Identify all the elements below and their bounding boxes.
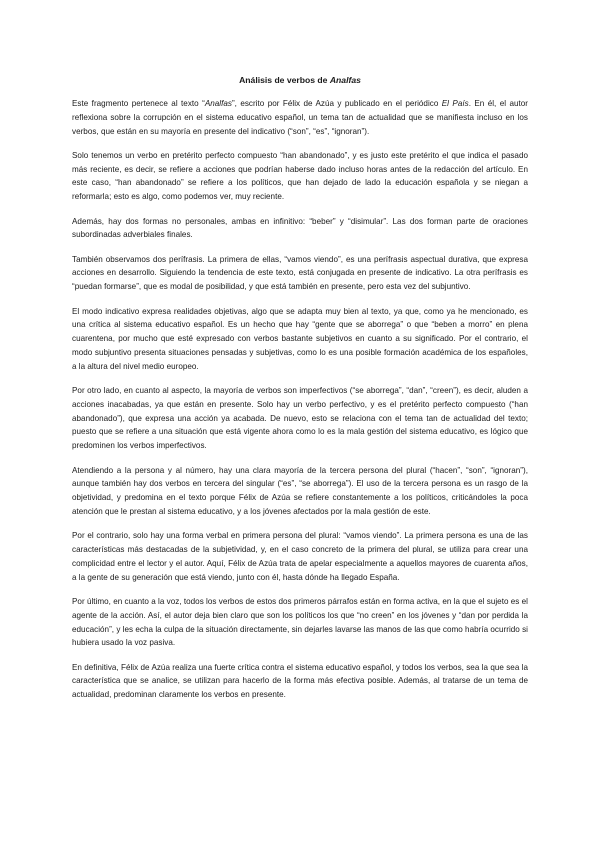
paragraph-text: Además, hay dos formas no personales, ambas en infinitivo: “beber” y “disimular”. Las dos forman parte de oraciones subordinadas adverbiales finales.: [72, 216, 528, 240]
paragraph-text: ”, escrito por Félix de Azúa y publicado en el periódico: [231, 99, 442, 108]
paragraph-text: El modo indicativo expresa realidades objetivas, algo que se adapta muy bien al texto, ya que, como ya he mencionado, es una crítica al sistema educativo español. Es un hecho que hay “gente que se aborrega” o que “beben a morro” en plena cuarentena, por mucho que esté expresado con verbos bastante subjetivos en cuanto a su significado. Por el contrario, el modo subjuntivo presenta situaciones pensadas y subjetivas, como lo es una posible formación académica de los españoles, a la altura del nivel medio europeo.: [72, 306, 528, 371]
paragraph-italic-text: Analfas: [204, 99, 232, 108]
title-prefix: Análisis de verbos de: [239, 75, 330, 85]
document-body: [72, 97, 528, 702]
paragraph: [72, 305, 528, 374]
document-title: [72, 74, 528, 86]
paragraph: [72, 595, 528, 650]
paragraph-italic-text: El País: [441, 99, 469, 108]
paragraph-text: Por otro lado, en cuanto al aspecto, la mayoría de verbos son imperfectivos (“se aborrega”, “dan”, “creen”), es decir, aluden a acciones inacabadas, ya que están en presente. Solo hay un verbo perfectivo, y es el pretérito perfecto compuesto (“han abandonado”), que expresa una acción ya acabada. De nuevo, esto se relaciona con el tema tan de actualidad del texto; puesto que se refiere a una situación que está vigente ahora como lo es la mala gestión del sistema educativo, es lógico que predominen los verbos imperfectivos.: [72, 386, 528, 451]
paragraph: [72, 529, 528, 584]
paragraph-text: Por último, en cuanto a la voz, todos los verbos de estos dos primeros párrafos están en forma activa, en la que el sujeto es el agente de la acción. Así, el autor deja bien claro que son los políticos los que “no creen” en los jóvenes y “dan por perdida la educación”, y les echa la culpa de la situación directamente, sin dejarles lavarse las manos de las que como habría ocurrido si hubiera usado la voz pasiva.: [72, 596, 528, 648]
paragraph-text: En definitiva, Félix de Azúa realiza una fuerte crítica contra el sistema educativo español, y todos los verbos, sea la que sea la característica que se analice, se utilizan para hacerlo de la forma más efectiva posible. Además, al tratarse de un tema de actualidad, predominan claramente los verbos en presente.: [72, 662, 528, 700]
paragraph-text: Solo tenemos un verbo en pretérito perfecto compuesto “han abandonado”, y es justo este pretérito el que indica el pasado más reciente, es decir, se refiere a acciones que podrían haberse dado incluso horas antes de la redacción del artículo. En este caso, “han abandonado” se refiere a los políticos, que han dejado de lado la educación española y se niegan a reformarla; esto es algo, como podemos ver, muy reciente.: [72, 150, 528, 202]
paragraph: [72, 253, 528, 294]
paragraph-text: . En él, el autor reflexiona sobre la corrupción en el sistema educativo español, un tema tan de actualidad que se manifiesta incluso en los verbos, que están en su mayoría en presente del indicativo (“son”, “es”, “ignoran”).: [72, 99, 529, 136]
paragraph-text: Por el contrario, solo hay una forma verbal en primera persona del plural: “vamos viendo”. La primera persona es una de las características más destacadas de la subjetividad, y, en el caso concreto de la primera del plural, se utiliza para crear una complicidad entre el lector y el autor. Aquí, Félix de Azúa trata de apelar especialmente a aquellos mayores de cuarenta años, a la gente de su generación que está viendo, junto con él, hasta dónde ha llegado España.: [72, 531, 528, 582]
paragraph: [72, 97, 528, 138]
paragraph: [72, 464, 528, 519]
title-work: Analfas: [329, 75, 361, 85]
paragraph-text: Este fragmento pertenece al texto “: [72, 99, 205, 108]
paragraph: [72, 661, 528, 702]
paragraph: [72, 384, 528, 453]
paragraph: [72, 149, 528, 204]
paragraph-text: Atendiendo a la persona y al número, hay una clara mayoría de la tercera persona del plural (“hacen”, “son”, “ignoran”), aunque también hay dos verbos en tercera del singular (“es”, “se aborrega”). El uso de la tercera persona es un rasgo de la objetividad, y predomina en el texto porque Félix de Azúa se refiere constantemente a los políticos, criticándoles la poca atención que le prestan al sistema educativo, y a los jóvenes afectados por la mala gestión de este.: [72, 465, 528, 516]
paragraph: [72, 215, 528, 243]
paragraph-text: También observamos dos perífrasis. La primera de ellas, “vamos viendo”, es una perífrasis aspectual durativa, que expresa acciones en desarrollo. Siguiendo la tendencia de este texto, está conjugada en presente de indicativo. La otra perífrasis es “puedan formarse”, que es modal de posibilidad, y que está también en presente, pero esta vez del subjuntivo.: [72, 254, 528, 292]
